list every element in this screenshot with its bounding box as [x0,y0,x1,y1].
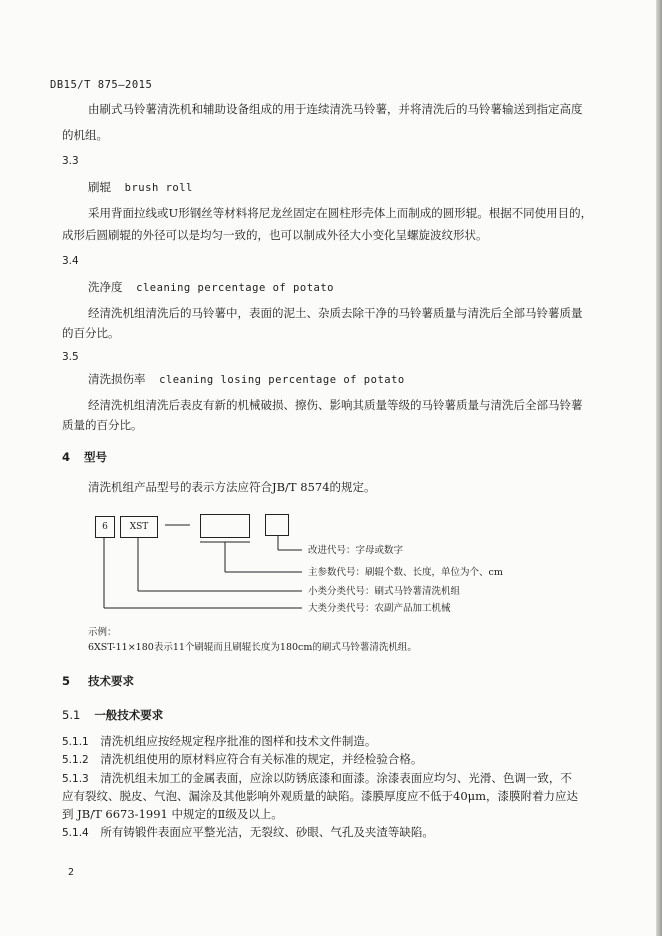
diagram-label-minor-class: 小类分类代号：刷式马铃薯清洗机组 [308,586,461,597]
term-english: cleaning percentage of potato [136,282,334,294]
item-text: 清洗机组使用的原材料应符合有关标准的规定，并经检验合格。 [100,752,423,766]
clause-5-1-2 [62,752,422,767]
clause-5-1-3 [62,771,572,786]
item-number: 5.1.1 [62,736,89,748]
diagram-box-minor-class: XST [120,516,158,538]
item-text: 清洗机组未加工的金属表面，应涂以防锈底漆和面漆。涂漆表面应均匀、光滑、色调一致，不 [100,771,572,785]
clause-3-4-line-1: 经清洗机组清洗后的马铃薯中，表面的泥土、杂质去除干净的马铃薯质量与清洗后全部马铃薯质量 [88,306,583,320]
clause-5-1-3-line-2: 应有裂纹、脱皮、气泡、漏涂及其他影响外观质量的缺陷。漆膜厚度应不低于40μm，漆膜附着力应达 [62,789,579,803]
section-5-heading [62,674,134,688]
section-4-text: 清洗机组产品型号的表示方法应符合JB/T 8574的规定。 [88,480,376,494]
diagram-label-major-class: 大类分类代号：农副产品加工机械 [308,603,451,614]
diagram-box-main-parameter [200,514,250,538]
clause-3-3-line-1: 采用背面拉线或U形钢丝等材料将尼龙丝固定在圆柱形壳体上而制成的圆形辊。根据不同使用目的， [88,206,593,220]
page-number: 2 [68,867,75,878]
section-number: 5 [62,674,71,688]
clause-number: 5.1 [62,708,81,722]
term-english: brush roll [124,182,193,194]
clause-3-5-line-1: 经清洗机组清洗后表皮有新的机械破损、擦伤、影响其质量等级的马铃薯质量与清洗后全部马铃薯 [88,398,583,412]
clause-3-3-number: 3.3 [62,155,79,167]
diagram-box-major-class: 6 [95,516,115,538]
item-text: 所有铸锻件表面应平整光洁，无裂纹、砂眼、气孔及夹渣等缺陷。 [100,825,434,839]
clause-5-1-heading [62,708,163,722]
clause-5-1-3-line-3: 到 JB/T 6673-1991 中规定的Ⅱ级及以上。 [62,807,283,821]
clause-3-5-line-2: 质量的百分比。 [62,418,143,432]
term-chinese: 清洗损伤率 [88,372,146,386]
term-english: cleaning losing percentage of potato [159,374,405,386]
clause-3-4-number: 3.4 [62,255,79,267]
section-number: 4 [62,450,71,464]
clause-3-4-line-2: 的百分比。 [62,326,120,340]
intro-line-2: 的机组。 [62,128,108,142]
diagram-label-improvement: 改进代号：字母或数字 [308,545,404,556]
item-text: 清洗机组应按经规定程序批准的图样和技术文件制造。 [100,734,377,748]
section-title: 技术要求 [88,674,135,688]
diagram-label-main-parameter: 主参数代号：刷辊个数、长度，单位为个、cm [308,567,503,578]
clause-3-5-number: 3.5 [62,351,79,363]
item-number: 5.1.4 [62,827,89,839]
section-title: 型号 [84,450,108,464]
term-chinese: 洗净度 [88,280,123,294]
example-label: 示例： [88,627,117,638]
item-number: 5.1.3 [62,773,89,785]
item-number: 5.1.2 [62,754,89,766]
clause-3-3-line-2: 成形后圆刷辊的外径可以是均匀一致的，也可以制成外径大小变化呈螺旋波纹形状。 [62,228,488,242]
diagram-box-improvement [265,514,289,536]
clause-5-1-1 [62,734,376,749]
clause-title: 一般技术要求 [94,708,164,722]
clause-5-1-4 [62,825,434,840]
term-chinese: 刷辊 [88,180,111,194]
intro-line-1: 由刷式马铃薯清洗机和辅助设备组成的用于连续清洗马铃薯，并将清洗后的马铃薯输送到指定高度 [88,102,583,116]
example-text: 6XST-11×180表示11个刷辊而且刷辊长度为180cm的刷式马铃薯清洗机组。 [88,642,417,653]
document-code: DB15/T 875—2015 [50,79,153,91]
